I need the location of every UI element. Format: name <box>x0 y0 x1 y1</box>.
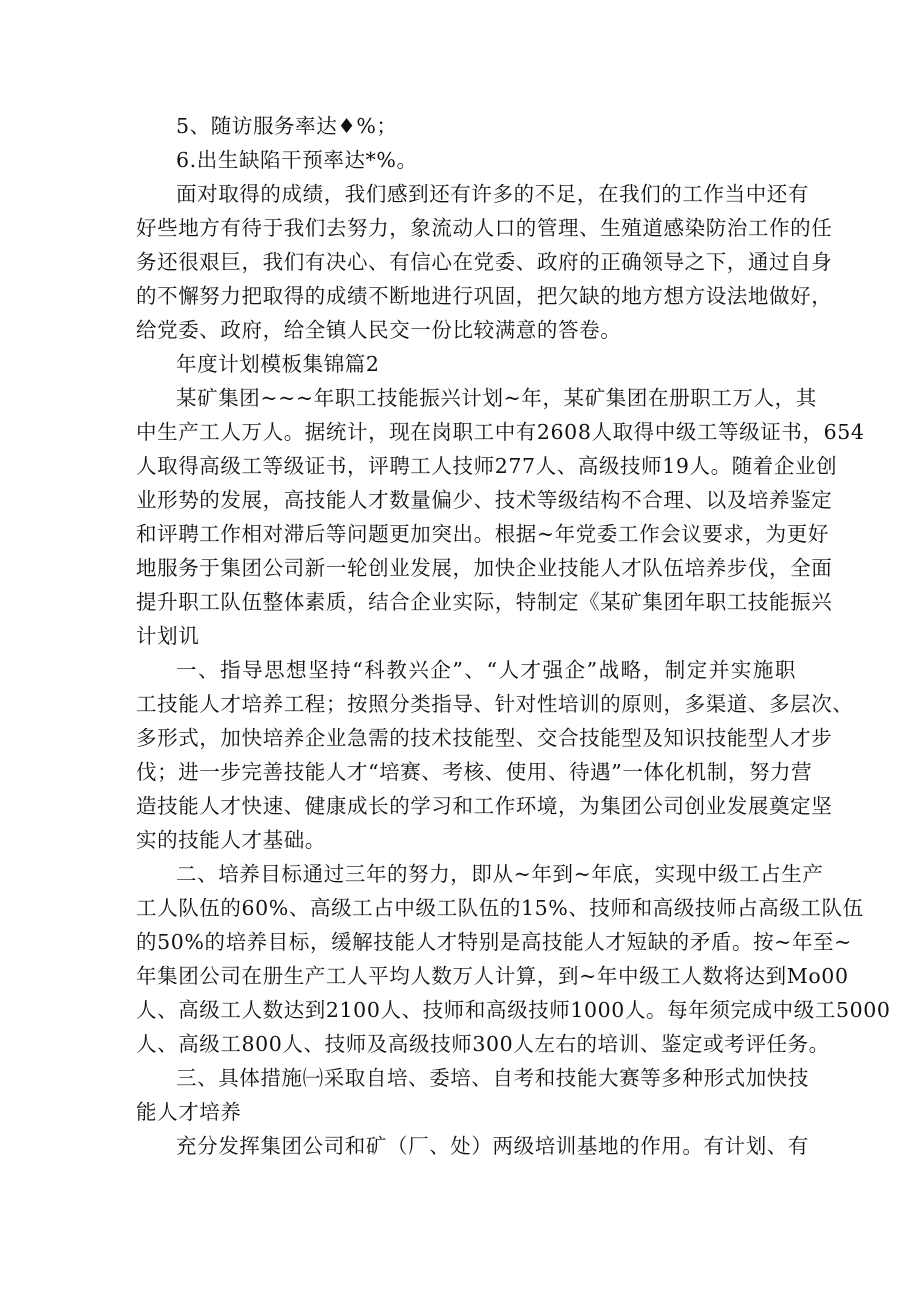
paragraph-line: 伐；进一步完善技能人才“培赛、考核、使用、待遇”一体化机制，努力营 <box>136 760 813 784</box>
paragraph-line: 某矿集团~~~年职工技能振兴计划~年，某矿集团在册职工万人，其 <box>176 386 817 410</box>
paragraph-line: 的50%的培养目标，缓解技能人才特别是高技能人才短缺的矛盾。按~年至~ <box>136 930 852 954</box>
paragraph-line: 一、指导思想坚持“科教兴企”、“人才强企”战略，制定并实施职 <box>176 658 796 682</box>
paragraph-line: 的不懈努力把取得的成绩不断地进行巩固，把欠缺的地方想方设法地做好， <box>136 284 833 308</box>
paragraph-line: 人、高级工800人、技师及高级技师300人左右的培训、鉴定或考评任务。 <box>136 1032 830 1056</box>
paragraph-line: 二、培养目标通过三年的努力，即从~年到~年底，实现中级工占生产 <box>176 862 824 886</box>
paragraph-line: 好些地方有待于我们去努力，象流动人口的管理、生殖道感染防治工作的任 <box>136 216 833 240</box>
paragraph-line: 地服务于集团公司新一轮创业发展，加快企业技能人才队伍培养步伐，全面 <box>136 556 833 580</box>
paragraph-line: 提升职工队伍整体素质，结合企业实际，特制定《某矿集团年职工技能振兴 <box>136 590 833 614</box>
paragraph-line: 能人才培养 <box>136 1100 242 1124</box>
paragraph-line: 工技能人才培养工程；按照分类指导、针对性培训的原则，多渠道、多层次、 <box>136 692 854 716</box>
paragraph-line: 和评聘工作相对滞后等问题更加突出。根据~年党委工作会议要求，为更好 <box>136 522 829 546</box>
paragraph-line: 业形势的发展，高技能人才数量偏少、技术等级结构不合理、以及培养鉴定 <box>136 488 833 512</box>
paragraph-line: 实的技能人才基础。 <box>136 828 326 852</box>
paragraph-line: 中生产工人万人。据统计，现在岗职工中有2608人取得中级工等级证书，654 <box>136 420 865 444</box>
paragraph-line: 面对取得的成绩，我们感到还有许多的不足，在我们的工作当中还有 <box>176 182 809 206</box>
paragraph-line: 给党委、政府，给全镇人民交一份比较满意的答卷。 <box>136 318 622 342</box>
paragraph-line: 人取得高级工等级证书，评聘工人技师277人、高级技师19人。随着企业创 <box>136 454 838 478</box>
paragraph-line: 造技能人才快速、健康成长的学习和工作环境，为集团公司创业发展奠定坚 <box>136 794 833 818</box>
paragraph-line: 充分发挥集团公司和矿（厂、处）两级培训基地的作用。有计划、有 <box>176 1134 809 1158</box>
section-heading: 年度计划模板集锦篇2 <box>176 352 380 376</box>
paragraph-line: 务还很艰巨，我们有决心、有信心在党委、政府的正确领导之下，通过自身 <box>136 250 833 274</box>
paragraph-line: 三、具体措施㈠采取自培、委培、自考和技能大赛等多种形式加快技 <box>176 1066 809 1090</box>
paragraph-line: 工人队伍的60%、高级工占中级工队伍的15%、技师和高级技师占高级工队伍 <box>136 896 864 920</box>
paragraph-line: 多形式，加快培养企业急需的技术技能型、交合技能型及知识技能型人才步 <box>136 726 833 750</box>
list-item-6: 6.出生缺陷干预率达*%。 <box>176 148 418 172</box>
list-item-5: 5、随访服务率达♦%； <box>176 114 398 138</box>
paragraph-line: 年集团公司在册生产工人平均人数万人计算，到~年中级工人数将达到Mo00 <box>136 964 849 988</box>
paragraph-line: 人、高级工人数达到2100人、技师和高级技师1000人。每年须完成中级工5000 <box>136 998 891 1022</box>
paragraph-line: 计划讥 <box>136 624 200 648</box>
